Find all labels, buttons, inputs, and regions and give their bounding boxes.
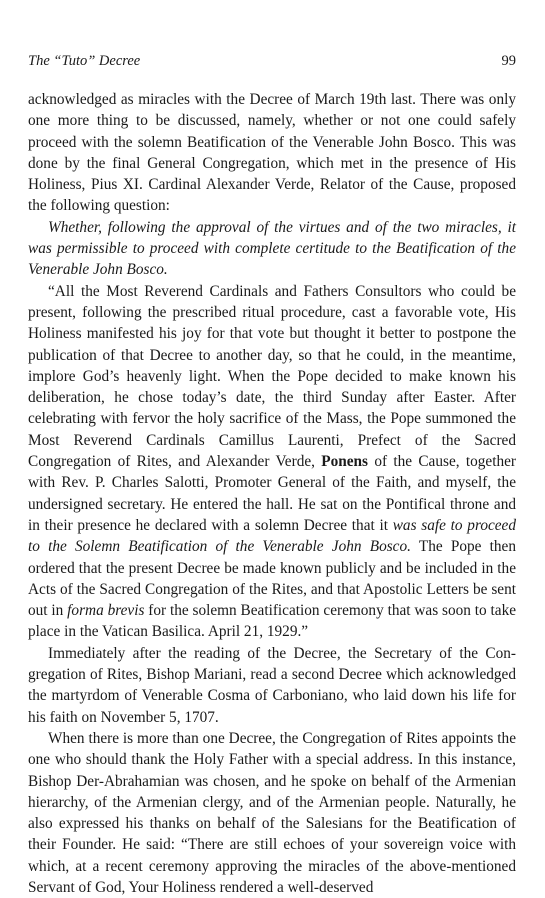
running-header: [28, 52, 516, 70]
text-run: Immediately after the reading of the Decree, the Secretary of the Congregation of Rites, Bishop Mariani, read a second Decree which acknowledged the martyrdom of Venerable Cosma of Carboniano, who laid down his life for his faith on November 5, 1707.: [28, 644, 516, 726]
book-page: [28, 52, 516, 898]
bold-text-run: Ponens: [321, 453, 369, 471]
text-run: acknowledged as miracles with the Decree of March 19th last. There was only one more thing to be discussed, namely, whether or not one could safely proceed with the solemn Beatification of the Venerable John Bosco. This was done by the final General Congregation, which met in the presence of His Holiness, Pius XI. Cardinal Alexander Verde, Relator of the Cause, proposed the following question:: [28, 91, 516, 215]
italic-text-run: forma brevis: [67, 602, 145, 620]
text-run: “All the Most Reverend Cardinals and Fathers Consultors who could be present, following the prescribed ritual procedure, cast a favorable vote, His Holiness manifested his joy for that vote but thought it better to postpone the publication of that Decree to another day, so that he could, in the meantime, implore God’s heavenly light. When the Pope decided to make known his deliberation, he chose today’s date, the third Sunday after Easter. After celebrating with fervor the holy sacrifice of the Mass, the Pope summoned the Most Reverend Cardinals Camillus Laurenti, Prefect of the Sacred Congregation of Rites, and Alexander Verde,: [28, 282, 516, 471]
page-number: 99: [501, 53, 516, 69]
body-text: [28, 89, 516, 898]
paragraph: [28, 89, 516, 217]
text-run: When there is more than one Decree, the Congregation of Rites appoints the one who should thank the Holy Father with a special address. In this instance, Bishop Der-Abrahamian was chosen, and he spoke on behalf of the Armenian hierarchy, of the Armenian clergy, and of the Armenian people. Naturally, he also expressed his thanks on behalf of the Salesians for the Beatification of their Founder. He said: “There are still echoes of your sovereign voice with which, at a recent ceremony approving the miracles of the above-mentioned Servant of God, Your Holiness rendered a well-deserved: [28, 729, 516, 896]
text-run: of the Cause, together with Rev. P. Charles Salotti, Promoter General of the Faith, and myself, the undersigned secretary. He entered the hall. He sat on the Pontifical throne and in their presence he declared with a solemn Decree that it: [28, 453, 516, 534]
paragraph: [28, 728, 516, 898]
running-title: The “Tuto” Decree: [28, 53, 141, 69]
paragraph: [28, 217, 516, 281]
italic-text-run: was safe to proceed to the Solemn Beatification of the Venerable John Bosco.: [28, 516, 516, 556]
text-run: for the solemn Beatification ceremony that was soon to take place in the Vatican Basilica. April 21, 1929.”: [28, 602, 517, 641]
text-run: The Pope then ordered that the present Decree be made known publicly and be included in the Acts of the Sacred Congregation of the Rites, and that Apostolic Letters be sent out in: [28, 538, 516, 620]
italic-text-run: Whether, following the approval of the virtues and of the two miracles, it was permissible to proceed with complete certitude to the Beatification of the Venerable John Bosco.: [28, 218, 516, 279]
paragraph: [28, 281, 516, 643]
paragraph: [28, 643, 516, 728]
